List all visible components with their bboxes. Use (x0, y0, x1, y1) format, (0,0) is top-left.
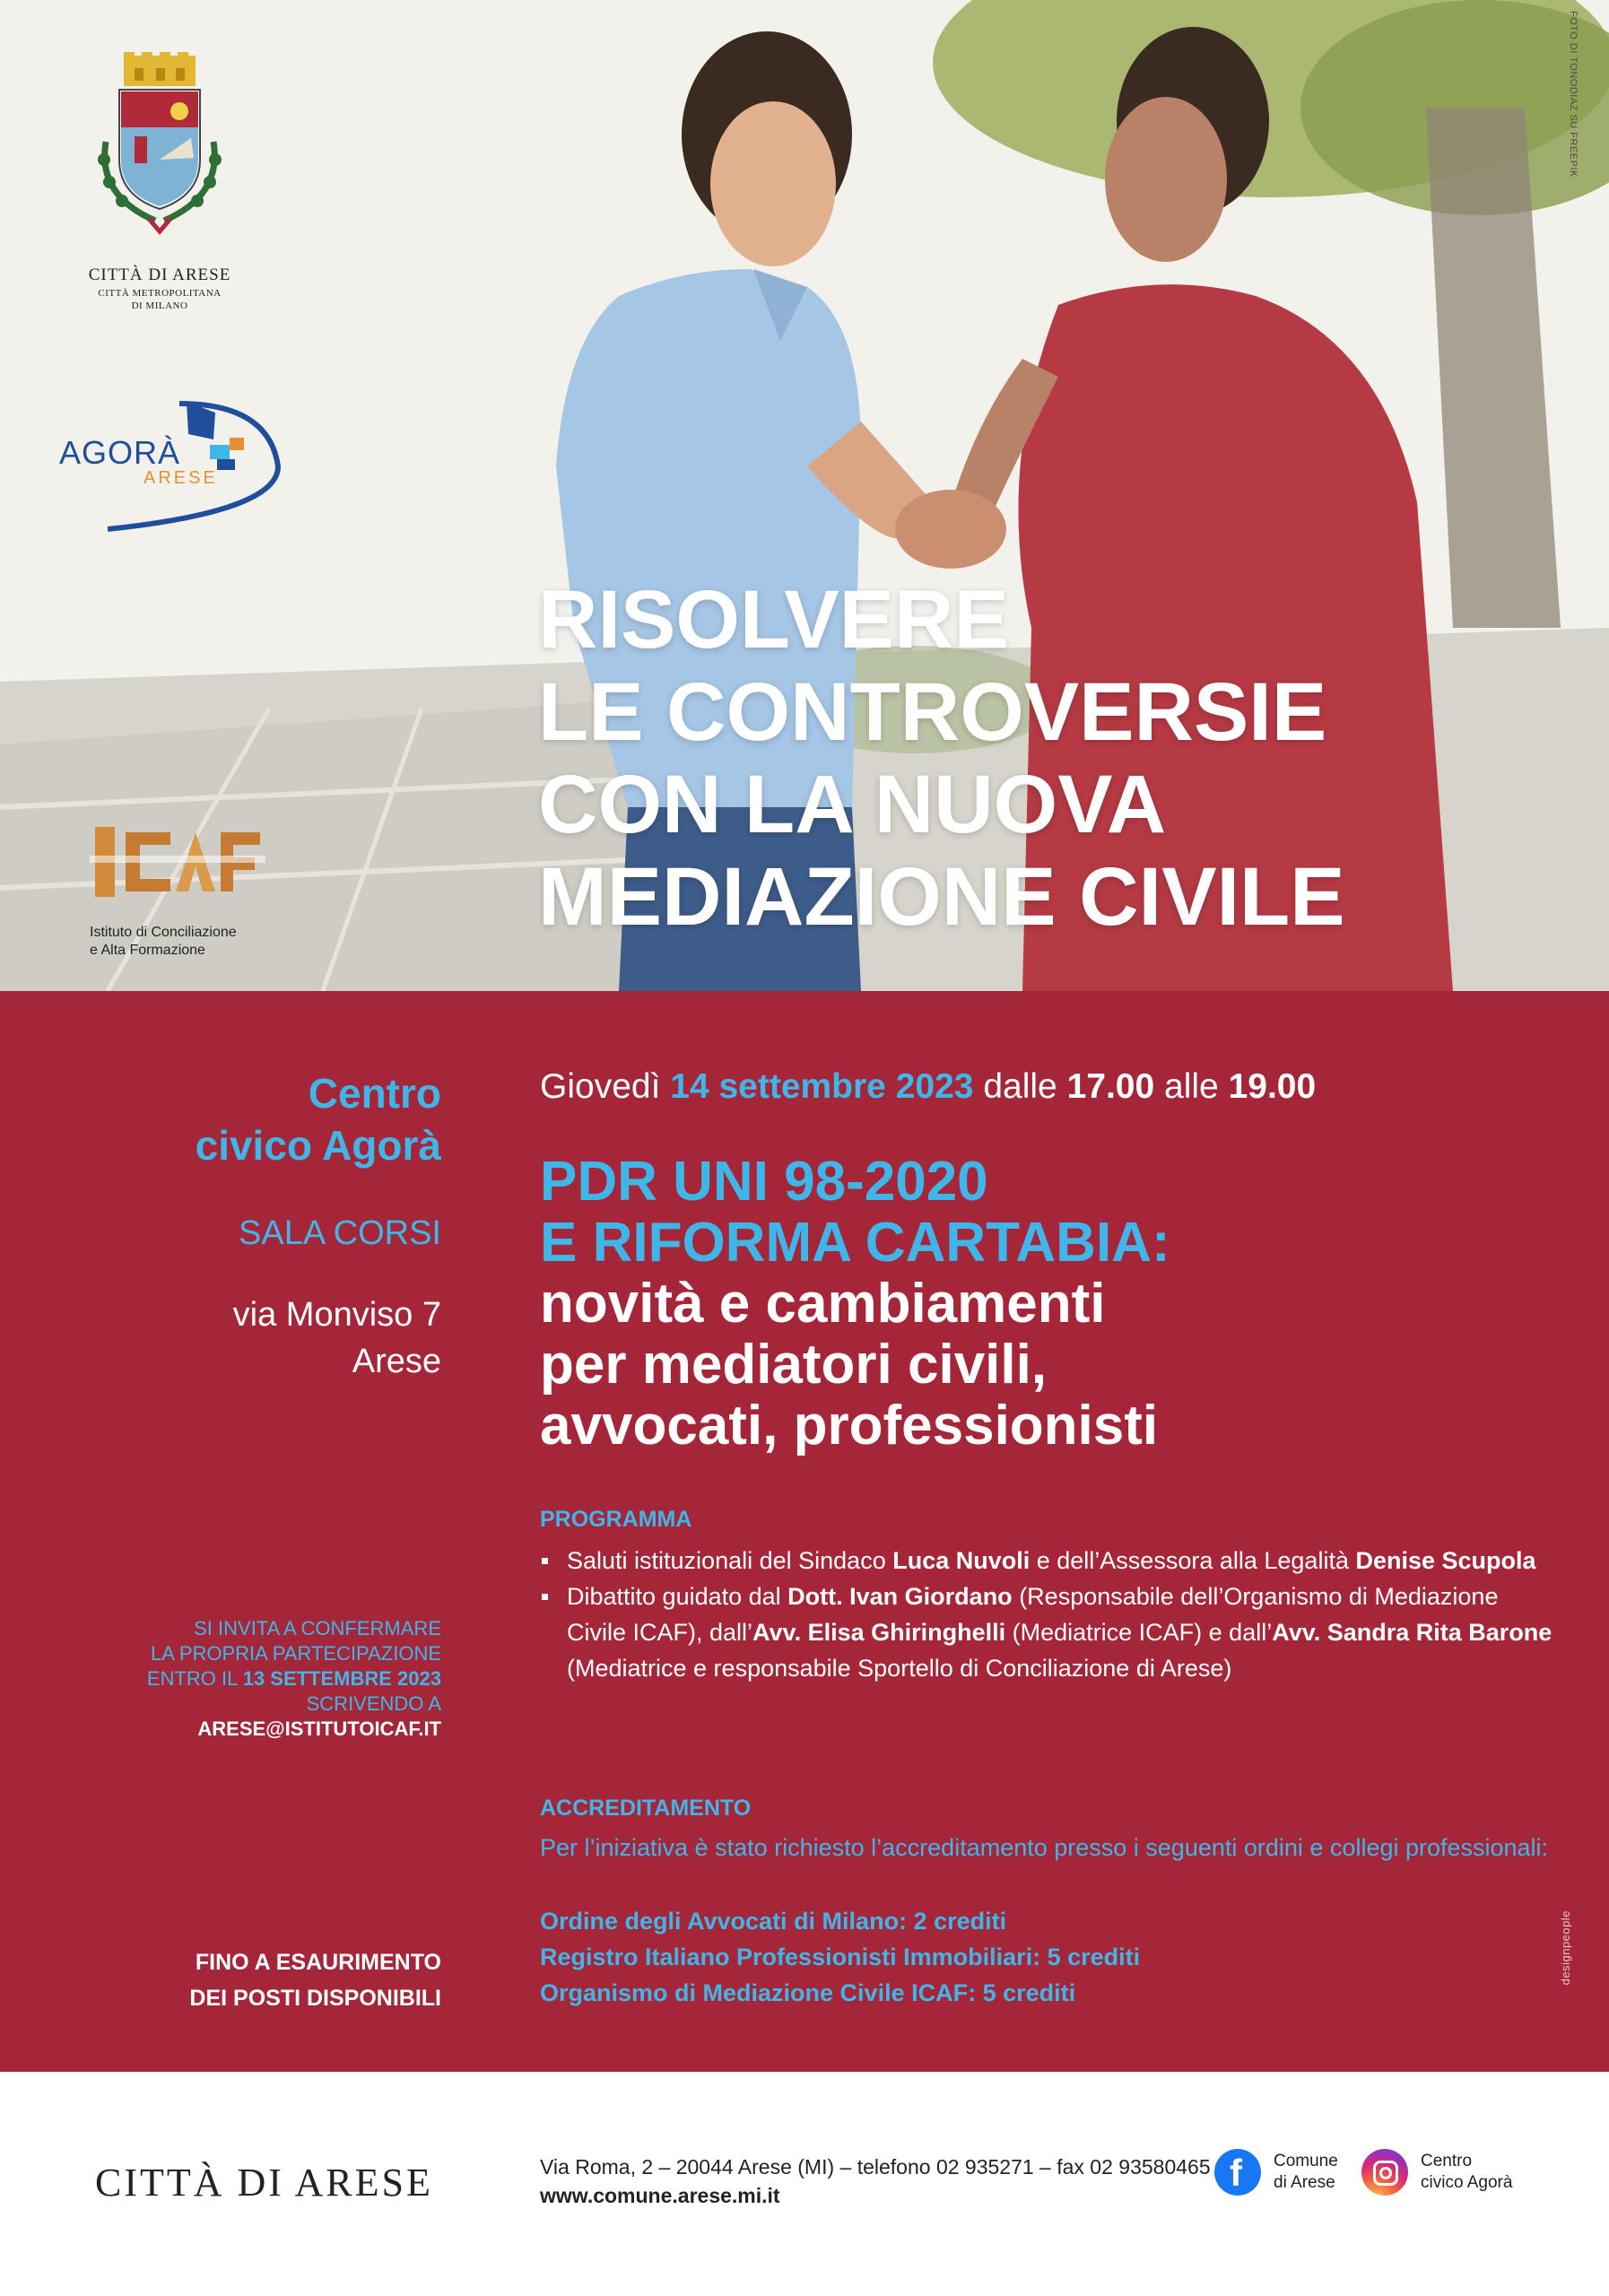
accreditation-list (540, 1903, 1553, 2011)
website-link[interactable]: www.comune.arese.mi.it (540, 2184, 780, 2207)
facebook-link[interactable] (1214, 2149, 1338, 2196)
agora-subtitle: ARESE (144, 468, 218, 488)
icaf-caption: Istituto di Conciliazione e Alta Formazione (90, 925, 237, 958)
city-crest-icon (70, 52, 249, 240)
rsvp-notice: SI INVITA A CONFERMARE LA PROPRIA PARTECIPAZIONE ENTRO IL 13 SETTEMBRE 2023 SCRIVENDO A ARESE@ISTITUTOICAF.IT (54, 1616, 441, 1742)
icaf-logo-icon (90, 820, 265, 900)
program-heading: PROGRAMMA (540, 1507, 692, 1532)
crest-subtitle: CITTÀ METROPOLITANA DI MILANO (98, 288, 222, 311)
designer-credit: designpeople (1559, 1910, 1572, 1986)
footer-address: Via Roma, 2 – 20044 Arese (MI) – telefono 02 935271 – fax 02 93580465 (540, 2155, 1211, 2179)
program-item: Saluti istituzionali del Sindaco Luca Nuvoli e dell’Assessora alla Legalità Denise Scupola (540, 1543, 1553, 1578)
accreditation-item: Ordine degli Avvocati di Milano: 2 crediti (540, 1908, 1007, 1935)
rsvp-deadline: 13 SETTEMBRE 2023 (242, 1667, 441, 1690)
availability-notice: FINO A ESAURIMENTO DEI POSTI DISPONIBILI (189, 1950, 441, 2011)
accreditation-heading: ACCREDITAMENTO (540, 1796, 752, 1821)
venue-address: via Monviso 7 Arese (232, 1296, 441, 1380)
program-list (540, 1543, 1553, 1686)
venue-room: SALA CORSI (239, 1214, 441, 1252)
accreditation-text: Per l’iniziativa è stato richiesto l’accreditamento presso i seguenti ordini e collegi professionali: (540, 1834, 1549, 1861)
footer-brand: CITTÀ DI ARESE (95, 2161, 433, 2205)
instagram-icon (1361, 2149, 1408, 2196)
event-start-time: 17.00 (1066, 1067, 1155, 1106)
facebook-label: Comune di Arese (1274, 2152, 1338, 2192)
accreditation-item: Organismo di Mediazione Civile ICAF: 5 crediti (540, 1979, 1076, 2006)
accreditation-item: Registro Italiano Professionisti Immobiliari: 5 crediti (540, 1944, 1141, 1970)
title-line: CON LA NUOVA (538, 759, 1167, 850)
event-end-time: 19.00 (1228, 1067, 1317, 1106)
agora-name: AGORÀ (59, 434, 181, 471)
event-date: Giovedì 14 settembre 2023 dalle 17.00 alle 19.00 (540, 1067, 1317, 1106)
program-item: Dibattito guidato dal Dott. Ivan Giordano (Responsabile dell’Organismo di Mediazione Civile ICAF), dall’Avv. Elisa Ghiringhelli (Mediatrice ICAF) e dall’Avv. Sandra Rita Barone (Mediatrice e responsabile Sportello di Conciliazione di Arese) (540, 1578, 1553, 1686)
crest-title: CITTÀ DI ARESE (88, 265, 231, 284)
rsvp-email-link[interactable]: ARESE@ISTITUTOICAF.IT (197, 1718, 441, 1740)
topic-subheading: novità e cambiamenti per mediatori civili, avvocati, professionisti (540, 1273, 1159, 1457)
title-line: LE CONTROVERSIE (538, 666, 1327, 758)
photo-credit: FOTO DI TONODIAZ SU FREEPIK (1568, 11, 1579, 178)
event-date-value: 14 settembre 2023 (670, 1067, 974, 1106)
instagram-label: Centro civico Agorà (1421, 2152, 1513, 2192)
venue-title: Centro civico Agorà (195, 1070, 441, 1169)
event-title (538, 574, 1543, 944)
facebook-icon (1214, 2149, 1261, 2196)
instagram-link[interactable] (1361, 2149, 1512, 2196)
title-line: MEDIAZIONE CIVILE (538, 851, 1345, 943)
title-line: RISOLVERE (538, 574, 1009, 665)
footer-contacts (540, 2152, 1222, 2210)
topic-heading: PDR UNI 98-2020 E RIFORMA CARTABIA: (540, 1151, 1170, 1274)
